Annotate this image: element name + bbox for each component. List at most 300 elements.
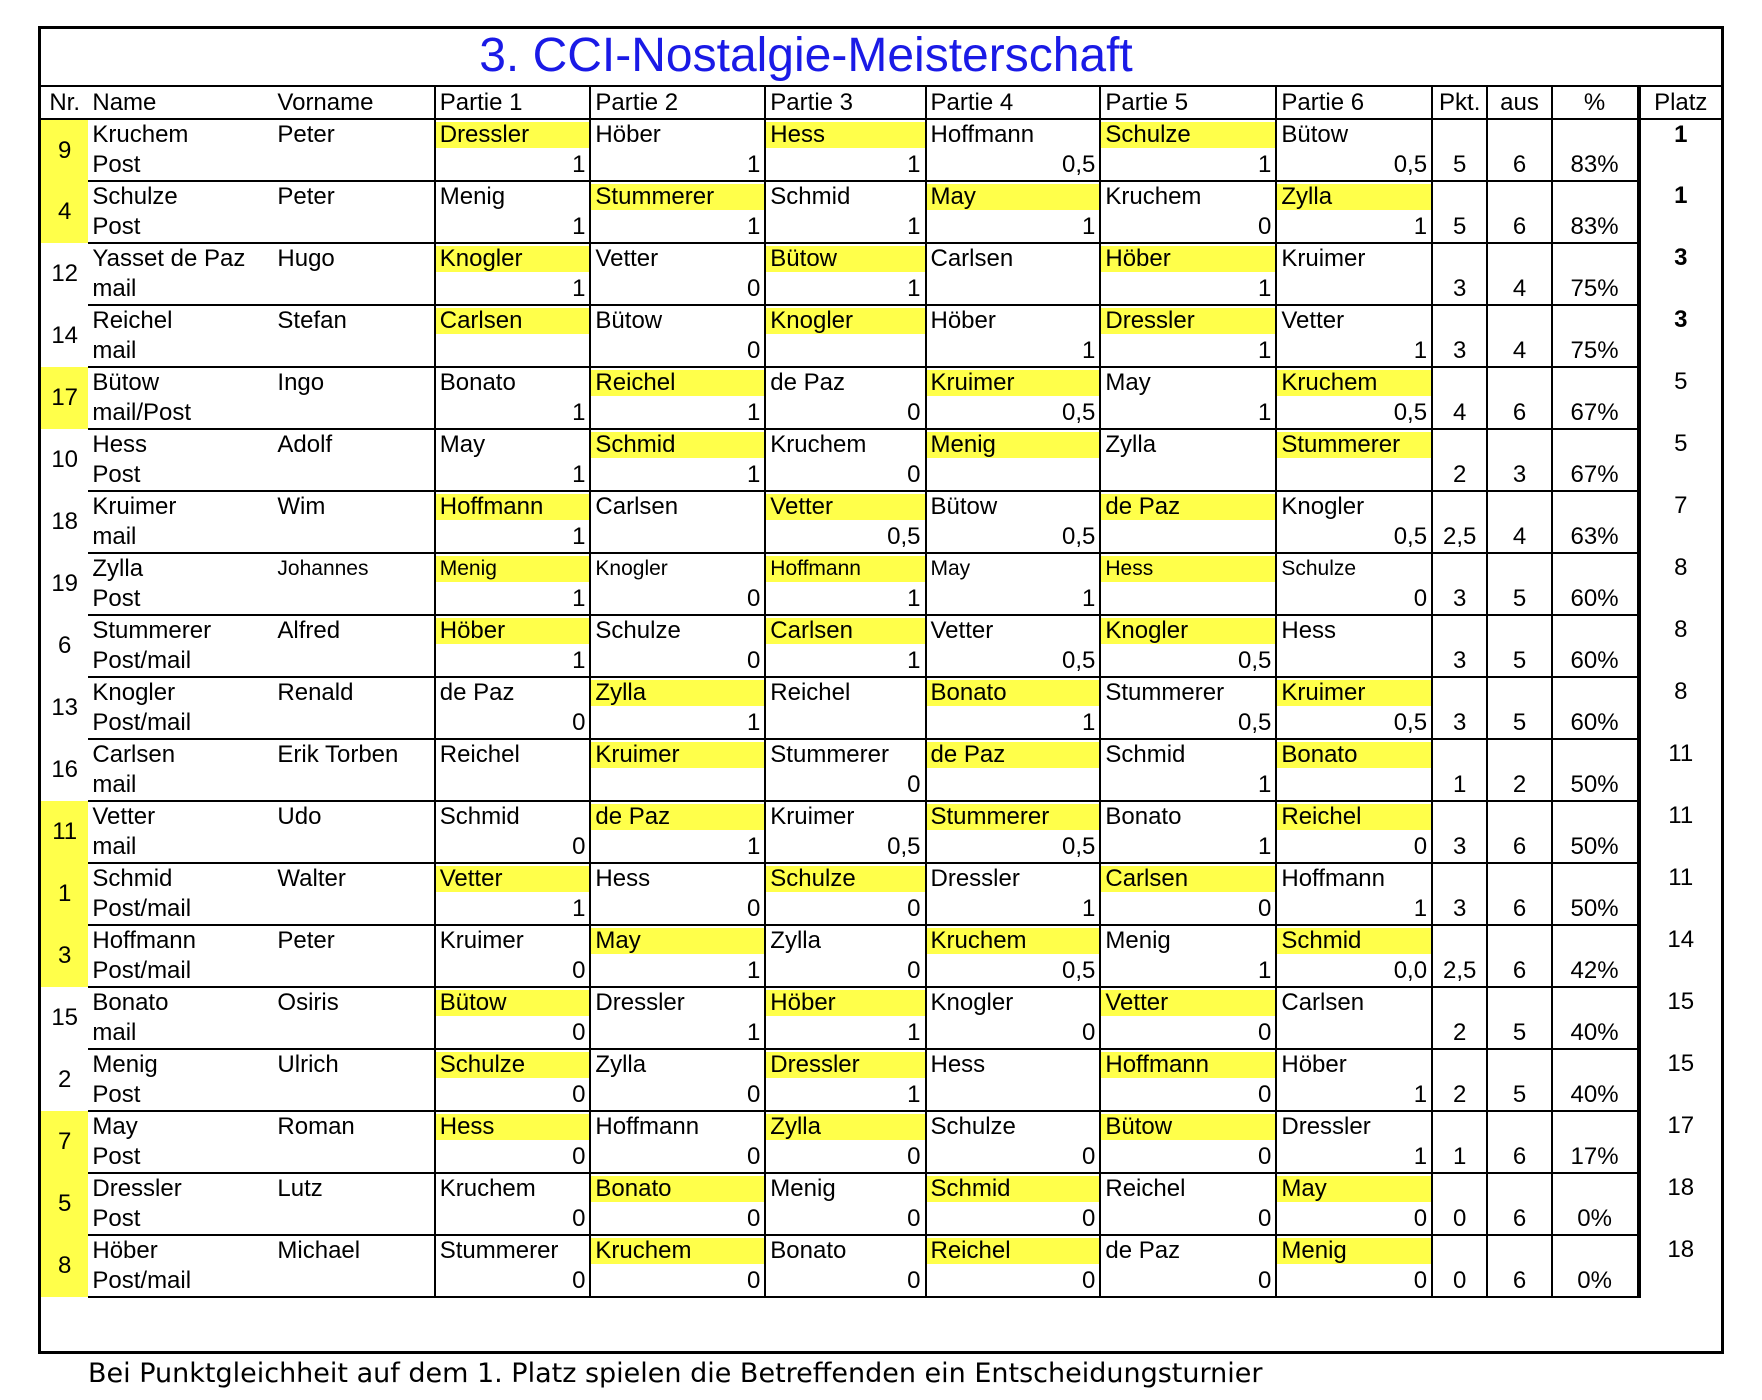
player-row — [41, 1111, 1721, 1142]
aus-spacer — [1487, 739, 1551, 770]
page-title: 3. CCI-Nostalgie-Meisterschaft — [479, 29, 1133, 82]
player-place: 17 — [1639, 1111, 1721, 1173]
game-score: 0 — [1276, 832, 1432, 863]
game-score: 0,5 — [926, 646, 1101, 677]
game-score: 0,5 — [926, 832, 1101, 863]
header-name: Name — [88, 87, 273, 119]
game-score: 0 — [765, 1142, 925, 1173]
game-score: 0,5 — [765, 522, 925, 553]
game-score: 0 — [1276, 584, 1432, 615]
opponent-name: Kruchem — [765, 429, 925, 460]
player-row — [41, 491, 1721, 522]
game-score: 0 — [1100, 1142, 1276, 1173]
player-firstname: Osiris — [277, 989, 339, 1016]
aus-spacer — [1487, 987, 1551, 1018]
player-row — [41, 863, 1721, 894]
points: 3 — [1432, 646, 1487, 677]
game-score: 1 — [435, 274, 591, 305]
player-place: 5 — [1639, 429, 1721, 491]
player-name: Schmid — [92, 865, 173, 892]
opponent-name: Menig — [926, 429, 1101, 460]
header-nr: Nr. — [41, 87, 88, 119]
aus-spacer — [1487, 553, 1551, 584]
opponent-name: Carlsen — [1276, 987, 1432, 1018]
player-firstname: Udo — [277, 803, 322, 830]
percentage: 63% — [1552, 522, 1639, 553]
game-score: 1 — [590, 708, 765, 739]
opponent-name: Reichel — [1276, 801, 1432, 832]
opponent-name: Schulze — [590, 615, 765, 646]
player-place: 8 — [1639, 553, 1721, 615]
game-score: 0 — [590, 1266, 765, 1297]
game-score: 0 — [1100, 1018, 1276, 1049]
player-place: 15 — [1639, 987, 1721, 1049]
firstname-spacer — [273, 956, 434, 987]
firstname-spacer — [273, 398, 434, 429]
opponent-name: Bütow — [590, 305, 765, 336]
player-firstname: Erik Torben — [277, 741, 399, 768]
player-number: 4 — [41, 181, 88, 243]
player-name: Hoffmann — [92, 927, 196, 954]
player-row — [41, 925, 1721, 956]
points: 0 — [1432, 1266, 1487, 1297]
game-score: 0 — [765, 956, 925, 987]
opponent-name: Höber — [926, 305, 1101, 336]
player-name: Bonato — [92, 989, 169, 1016]
game-score — [765, 708, 925, 739]
player-place: 11 — [1639, 801, 1721, 863]
points: 3 — [1432, 894, 1487, 925]
player-mode: Post — [88, 212, 273, 243]
firstname-spacer — [273, 646, 434, 677]
pkt-spacer — [1432, 925, 1487, 956]
opponent-name: Zylla — [590, 1049, 765, 1080]
game-score: 0,5 — [765, 832, 925, 863]
opponent-name: Carlsen — [765, 615, 925, 646]
pkt-spacer — [1432, 739, 1487, 770]
percentage: 67% — [1552, 398, 1639, 429]
aus-spacer — [1487, 1049, 1551, 1080]
player-number: 5 — [41, 1173, 88, 1235]
points: 3 — [1432, 832, 1487, 863]
firstname-spacer — [273, 1080, 434, 1111]
opponent-name: Höber — [590, 119, 765, 150]
game-score: 1 — [1100, 336, 1276, 367]
firstname-spacer — [273, 336, 434, 367]
game-score: 0 — [926, 1018, 1101, 1049]
games-played: 6 — [1487, 1266, 1551, 1297]
header-aus: aus — [1487, 87, 1551, 119]
firstname-spacer — [273, 522, 434, 553]
opponent-name: Hoffmann — [435, 491, 591, 522]
pkt-spacer — [1432, 677, 1487, 708]
game-score: 1 — [1276, 1142, 1432, 1173]
opponent-name: Kruchem — [435, 1173, 591, 1204]
player-place: 14 — [1639, 925, 1721, 987]
opponent-name: Bonato — [1100, 801, 1276, 832]
player-firstname: Roman — [277, 1113, 355, 1140]
aus-spacer — [1487, 119, 1551, 150]
header-row — [41, 87, 1721, 119]
player-firstname: Peter — [277, 927, 335, 954]
game-score — [1276, 460, 1432, 491]
opponent-name: Stummerer — [435, 1235, 591, 1266]
player-firstname: Lutz — [277, 1175, 323, 1202]
opponent-name: Menig — [435, 553, 591, 584]
game-score — [926, 1080, 1101, 1111]
game-score: 1 — [1100, 956, 1276, 987]
game-score: 1 — [435, 150, 591, 181]
games-played: 4 — [1487, 274, 1551, 305]
game-score: 1 — [590, 956, 765, 987]
opponent-name: Kruchem — [590, 1235, 765, 1266]
game-score — [435, 336, 591, 367]
opponent-name: Hess — [590, 863, 765, 894]
opponent-name: Bonato — [765, 1235, 925, 1266]
player-mode: Post/mail — [88, 708, 273, 739]
game-score: 1 — [590, 398, 765, 429]
game-score: 0 — [926, 1266, 1101, 1297]
percentage: 60% — [1552, 708, 1639, 739]
player-row-scores — [41, 832, 1721, 863]
points: 3 — [1432, 708, 1487, 739]
opponent-name: Schulze — [435, 1049, 591, 1080]
firstname-spacer — [273, 832, 434, 863]
games-played: 4 — [1487, 336, 1551, 367]
game-score: 0 — [590, 584, 765, 615]
opponent-name: Dressler — [1100, 305, 1276, 336]
opponent-name: de Paz — [590, 801, 765, 832]
opponent-name: Hoffmann — [1100, 1049, 1276, 1080]
opponent-name: Zylla — [765, 925, 925, 956]
player-firstname: Stefan — [277, 307, 347, 334]
opponent-name: Dressler — [1276, 1111, 1432, 1142]
points: 3 — [1432, 274, 1487, 305]
player-mode: mail — [88, 832, 273, 863]
game-score: 1 — [1276, 1080, 1432, 1111]
player-number: 3 — [41, 925, 88, 987]
player-row-scores — [41, 1266, 1721, 1297]
player-mode: Post/mail — [88, 646, 273, 677]
game-score: 1 — [765, 1080, 925, 1111]
pkt-spacer — [1432, 553, 1487, 584]
player-name: Knogler — [92, 679, 176, 706]
percentage: 60% — [1552, 584, 1639, 615]
game-score: 0 — [435, 1080, 591, 1111]
game-score: 1 — [765, 150, 925, 181]
player-place: 3 — [1639, 305, 1721, 367]
opponent-name: de Paz — [926, 739, 1101, 770]
opponent-name: May — [1276, 1173, 1432, 1204]
header-partie-3: Partie 3 — [765, 87, 925, 119]
percent-spacer — [1552, 243, 1639, 274]
game-score: 1 — [435, 212, 591, 243]
player-name: Carlsen — [92, 741, 176, 768]
pkt-spacer — [1432, 863, 1487, 894]
opponent-name: Vetter — [1100, 987, 1276, 1018]
player-place: 3 — [1639, 243, 1721, 305]
standings-sheet — [38, 26, 1724, 1354]
player-firstname: Walter — [277, 865, 346, 892]
player-row — [41, 1235, 1721, 1266]
opponent-name: May — [435, 429, 591, 460]
player-row-scores — [41, 1204, 1721, 1235]
game-score: 1 — [590, 460, 765, 491]
player-firstname: Alfred — [277, 617, 341, 644]
opponent-name: Knogler — [1276, 491, 1432, 522]
player-name: Stummerer — [92, 617, 212, 644]
opponent-name: Carlsen — [590, 491, 765, 522]
opponent-name: Stummerer — [1276, 429, 1432, 460]
game-score: 0,5 — [1276, 150, 1432, 181]
game-score — [1100, 522, 1276, 553]
opponent-name: Bonato — [435, 367, 591, 398]
player-row — [41, 1173, 1721, 1204]
player-mode: mail — [88, 770, 273, 801]
game-score — [1276, 274, 1432, 305]
game-score: 0,5 — [1276, 708, 1432, 739]
opponent-name: Stummerer — [1100, 677, 1276, 708]
opponent-name: Schulze — [765, 863, 925, 894]
opponent-name: Kruimer — [1276, 677, 1432, 708]
player-mode: mail — [88, 1018, 273, 1049]
game-score: 1 — [1276, 336, 1432, 367]
game-score: 1 — [590, 832, 765, 863]
percent-spacer — [1552, 1049, 1639, 1080]
percentage: 50% — [1552, 894, 1639, 925]
aus-spacer — [1487, 1235, 1551, 1266]
games-played: 3 — [1487, 460, 1551, 491]
aus-spacer — [1487, 615, 1551, 646]
aus-spacer — [1487, 925, 1551, 956]
pkt-spacer — [1432, 801, 1487, 832]
points: 4 — [1432, 398, 1487, 429]
opponent-name: Kruimer — [765, 801, 925, 832]
opponent-name: Dressler — [926, 863, 1101, 894]
player-row-scores — [41, 708, 1721, 739]
game-score: 1 — [435, 522, 591, 553]
player-number: 10 — [51, 446, 79, 473]
pkt-spacer — [1432, 615, 1487, 646]
player-number: 19 — [51, 570, 79, 597]
pkt-spacer — [1432, 429, 1487, 460]
opponent-name: Zylla — [765, 1111, 925, 1142]
game-score: 0 — [1100, 1204, 1276, 1235]
player-name: Kruimer — [92, 493, 177, 520]
opponent-name: Knogler — [926, 987, 1101, 1018]
opponent-name: Kruimer — [1276, 243, 1432, 274]
player-mode: Post — [88, 1142, 273, 1173]
pkt-spacer — [1432, 119, 1487, 150]
game-score: 1 — [926, 212, 1101, 243]
game-score: 0,5 — [1100, 708, 1276, 739]
player-mode: mail — [88, 522, 273, 553]
games-played: 5 — [1487, 1080, 1551, 1111]
game-score — [590, 522, 765, 553]
player-name: May — [92, 1113, 138, 1140]
player-number: 17 — [41, 367, 88, 429]
firstname-spacer — [273, 1142, 434, 1173]
header-vorname: Vorname — [273, 87, 434, 119]
opponent-name: Vetter — [1276, 305, 1432, 336]
games-played: 6 — [1487, 150, 1551, 181]
percent-spacer — [1552, 429, 1639, 460]
player-place: 15 — [1639, 1049, 1721, 1111]
player-name: Vetter — [92, 803, 156, 830]
opponent-name: Dressler — [435, 119, 591, 150]
percentage: 40% — [1552, 1018, 1639, 1049]
game-score: 0 — [590, 1080, 765, 1111]
percentage: 50% — [1552, 770, 1639, 801]
game-score: 0 — [590, 1204, 765, 1235]
game-score: 0 — [435, 1142, 591, 1173]
opponent-name: Kruimer — [926, 367, 1101, 398]
game-score: 1 — [435, 398, 591, 429]
aus-spacer — [1487, 1173, 1551, 1204]
aus-spacer — [1487, 181, 1551, 212]
player-row-scores — [41, 584, 1721, 615]
player-place: 7 — [1639, 491, 1721, 553]
opponent-name: Bütow — [926, 491, 1101, 522]
game-score: 1 — [765, 212, 925, 243]
opponent-name: Bonato — [590, 1173, 765, 1204]
points: 1 — [1432, 770, 1487, 801]
pkt-spacer — [1432, 987, 1487, 1018]
opponent-name: Vetter — [765, 491, 925, 522]
percent-spacer — [1552, 553, 1639, 584]
player-firstname: Renald — [277, 679, 354, 706]
header-partie-6: Partie 6 — [1276, 87, 1432, 119]
game-score: 0 — [1100, 1080, 1276, 1111]
game-score: 1 — [435, 646, 591, 677]
player-mode: Post/mail — [88, 956, 273, 987]
player-row-scores — [41, 150, 1721, 181]
player-row — [41, 801, 1721, 832]
firstname-spacer — [273, 894, 434, 925]
player-number: 15 — [51, 1004, 79, 1031]
header-partie-1: Partie 1 — [435, 87, 591, 119]
player-name: Bütow — [92, 369, 160, 396]
player-number: 11 — [41, 801, 88, 863]
opponent-name: Bütow — [765, 243, 925, 274]
opponent-name: Stummerer — [926, 801, 1101, 832]
player-name: Kruchem — [92, 121, 189, 148]
pkt-spacer — [1432, 1173, 1487, 1204]
opponent-name: Knogler — [435, 243, 591, 274]
game-score: 0 — [435, 956, 591, 987]
game-score: 0 — [435, 1018, 591, 1049]
player-mode: Post — [88, 1080, 273, 1111]
player-row — [41, 739, 1721, 770]
game-score: 1 — [1100, 398, 1276, 429]
opponent-name: Reichel — [926, 1235, 1101, 1266]
opponent-name: Schmid — [435, 801, 591, 832]
percentage: 42% — [1552, 956, 1639, 987]
opponent-name: Knogler — [765, 305, 925, 336]
opponent-name: Schulze — [926, 1111, 1101, 1142]
games-played: 6 — [1487, 1142, 1551, 1173]
points: 5 — [1432, 212, 1487, 243]
game-score — [590, 770, 765, 801]
percent-spacer — [1552, 987, 1639, 1018]
firstname-spacer — [273, 460, 434, 491]
opponent-name: Zylla — [1100, 429, 1276, 460]
opponent-name: Bonato — [926, 677, 1101, 708]
opponent-name: de Paz — [1100, 1235, 1276, 1266]
opponent-name: Bütow — [435, 987, 591, 1018]
player-row-scores — [41, 398, 1721, 429]
points: 5 — [1432, 150, 1487, 181]
player-mode: Post/mail — [88, 894, 273, 925]
game-score — [765, 336, 925, 367]
player-number: 18 — [51, 508, 79, 535]
points: 3 — [1432, 336, 1487, 367]
player-place: 18 — [1639, 1235, 1721, 1297]
game-score — [1100, 460, 1276, 491]
firstname-spacer — [273, 770, 434, 801]
game-score: 0,5 — [926, 150, 1101, 181]
games-played: 4 — [1487, 522, 1551, 553]
player-number: 8 — [41, 1235, 88, 1297]
player-number: 13 — [51, 694, 79, 721]
player-firstname: Adolf — [277, 431, 333, 458]
opponent-name: Schmid — [1100, 739, 1276, 770]
game-score: 1 — [590, 212, 765, 243]
player-row-scores — [41, 1018, 1721, 1049]
firstname-spacer — [273, 212, 434, 243]
game-score: 1 — [1100, 274, 1276, 305]
opponent-name: Schmid — [590, 429, 765, 460]
game-score: 0 — [1100, 212, 1276, 243]
opponent-name: Hoffmann — [1276, 863, 1432, 894]
firstname-spacer — [273, 150, 434, 181]
header-partie-2: Partie 2 — [590, 87, 765, 119]
opponent-name: Reichel — [435, 739, 591, 770]
player-firstname: Ulrich — [277, 1051, 339, 1078]
game-score: 0 — [765, 1266, 925, 1297]
player-mode: Post — [88, 1204, 273, 1235]
game-score: 1 — [435, 894, 591, 925]
percentage: 83% — [1552, 212, 1639, 243]
player-row-scores — [41, 522, 1721, 553]
player-number: 2 — [58, 1066, 72, 1093]
game-score: 1 — [926, 708, 1101, 739]
pkt-spacer — [1432, 1111, 1487, 1142]
pkt-spacer — [1432, 181, 1487, 212]
player-row-scores — [41, 894, 1721, 925]
player-row — [41, 243, 1721, 274]
game-score: 0,5 — [1276, 398, 1432, 429]
game-score: 0 — [765, 460, 925, 491]
player-firstname: Wim — [277, 493, 326, 520]
games-played: 6 — [1487, 1204, 1551, 1235]
game-score — [435, 770, 591, 801]
percent-spacer — [1552, 305, 1639, 336]
aus-spacer — [1487, 305, 1551, 336]
opponent-name: May — [926, 553, 1101, 584]
player-place: 1 — [1639, 181, 1721, 243]
player-row-scores — [41, 770, 1721, 801]
games-played: 6 — [1487, 832, 1551, 863]
player-place: 11 — [1639, 739, 1721, 801]
percentage: 83% — [1552, 150, 1639, 181]
opponent-name: de Paz — [765, 367, 925, 398]
game-score: 0 — [435, 1266, 591, 1297]
aus-spacer — [1487, 1111, 1551, 1142]
game-score: 0,0 — [1276, 956, 1432, 987]
percentage: 0% — [1552, 1204, 1639, 1235]
player-mode: Post — [88, 460, 273, 491]
